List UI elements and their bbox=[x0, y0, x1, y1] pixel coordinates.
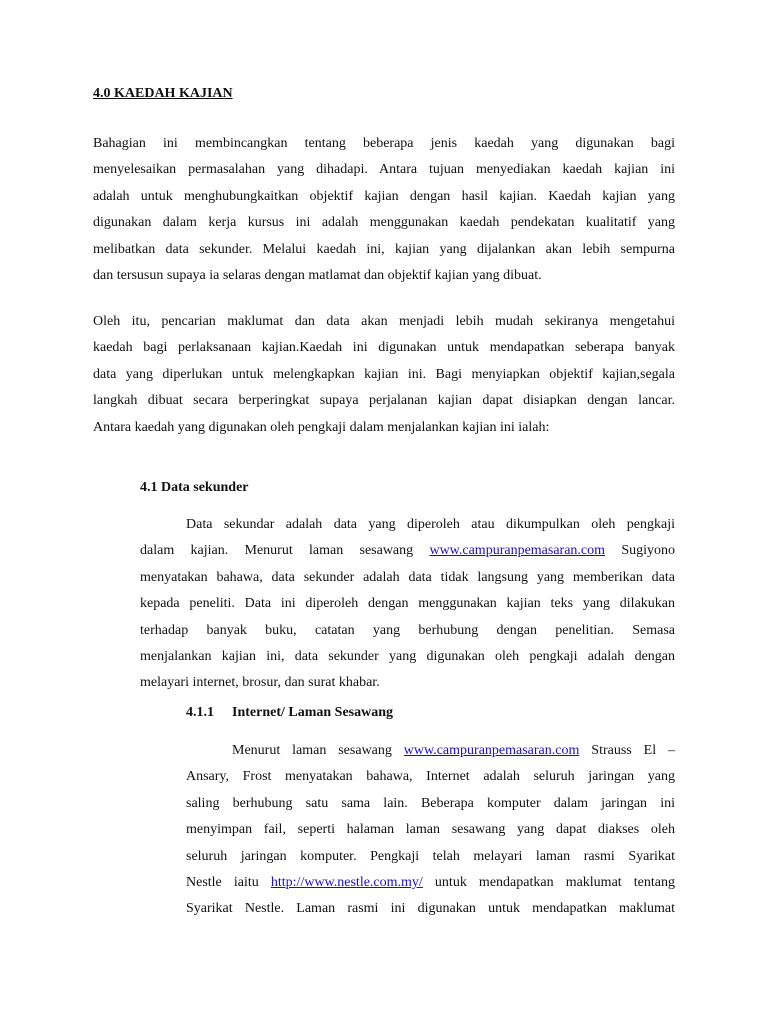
paragraph-line: menjalankan kajian ini, data sekunder yang digunakan oleh pengkaji adalah dengan bbox=[140, 648, 675, 664]
paragraph-line: Antara kaedah yang digunakan oleh pengkaji dalam menjalankan kajian ini ialah: bbox=[93, 419, 550, 435]
paragraph-line: terhadap banyak buku, catatan yang berhubung dengan penelitian. Semasa bbox=[140, 622, 675, 638]
paragraph-line: seluruh jaringan komputer. Pengkaji telah melayari laman rasmi Syarikat bbox=[186, 848, 675, 864]
paragraph-line: kaedah bagi perlaksanaan kajian.Kaedah ini digunakan untuk mendapatkan seberapa banyak bbox=[93, 340, 675, 356]
subsubsection-number: 4.1.1 bbox=[186, 705, 214, 720]
line-text: Menurut laman sesawang bbox=[232, 743, 404, 758]
campuranpemasaran-link[interactable]: www.campuranpemasaran.com bbox=[403, 743, 580, 758]
paragraph-line: menyimpan fail, seperti halaman laman sesawang yang dapat diakses oleh bbox=[186, 822, 675, 838]
paragraph-intro bbox=[93, 131, 675, 289]
section-heading: 4.0 KAEDAH KAJIAN bbox=[93, 86, 233, 101]
subsection-heading: 4.1 Data sekunder bbox=[140, 480, 249, 495]
paragraph-line: Oleh itu, pencarian maklumat dan data akan menjadi lebih mudah sekiranya mengetahui bbox=[93, 314, 675, 329]
subsubsection-heading bbox=[186, 705, 393, 721]
paragraph-line: Data sekundar adalah data yang diperoleh atau dikumpulkan oleh pengkaji bbox=[186, 517, 675, 532]
paragraph-line: dan tersusun supaya ia selaras dengan matlamat dan objektif kajian yang dibuat. bbox=[93, 267, 542, 283]
paragraph-line: langkah dibuat secara berperingkat supaya perjalanan kajian dapat disiapkan dengan lancar. bbox=[93, 393, 675, 409]
line-text: dalam kajian. Menurut laman sesawang bbox=[140, 543, 430, 559]
paragraph-line: melibatkan data sekunder. Melalui kaedah ini, kajian yang dijalankan akan lebih sempurna bbox=[93, 241, 675, 257]
campuranpemasaran-link[interactable]: www.campuranpemasaran.com bbox=[429, 543, 606, 559]
paragraph-secondary-data bbox=[140, 512, 675, 697]
paragraph-line: Ansary, Frost menyatakan bahawa, Internet adalah seluruh jaringan yang bbox=[186, 769, 675, 785]
paragraph-line: menyelesaikan permasalahan yang dihadapi. Antara tujuan menyediakan kaedah kajian ini bbox=[93, 162, 675, 178]
paragraph-internet bbox=[186, 738, 675, 923]
subsubsection-title: Internet/ Laman Sesawang bbox=[232, 705, 394, 720]
paragraph-methods bbox=[93, 309, 675, 441]
paragraph-line bbox=[186, 870, 675, 896]
paragraph-line: kepada peneliti. Data ini diperoleh dengan menggunakan kajian teks yang dilakukan bbox=[140, 596, 675, 612]
nestle-link[interactable]: http://www.nestle.com.my/ bbox=[270, 874, 423, 890]
paragraph-line: menyatakan bahawa, data sekunder adalah data tidak langsung yang memberikan data bbox=[140, 569, 675, 585]
paragraph-line: Bahagian ini membincangkan tentang beberapa jenis kaedah yang digunakan bagi bbox=[93, 136, 675, 151]
paragraph-line bbox=[140, 538, 675, 564]
line-text: Nestle iaitu bbox=[186, 874, 271, 890]
paragraph-line bbox=[186, 738, 675, 764]
paragraph-line: melayari internet, brosur, dan surat khabar. bbox=[140, 675, 380, 691]
line-text: Sugiyono bbox=[605, 543, 675, 559]
line-text: Strauss El – bbox=[579, 743, 675, 758]
paragraph-line: data yang diperlukan untuk melengkapkan kajian ini. Bagi menyiapkan objektif kajian,segala bbox=[93, 366, 675, 382]
paragraph-line: saling berhubung satu sama lain. Beberapa komputer dalam jaringan ini bbox=[186, 795, 675, 811]
paragraph-line: adalah untuk menghubungkaitkan objektif kajian dengan hasil kajian. Kaedah kajian yang bbox=[93, 188, 675, 204]
paragraph-line: Syarikat Nestle. Laman rasmi ini digunakan untuk mendapatkan maklumat bbox=[186, 901, 675, 917]
paragraph-line: digunakan dalam kerja kursus ini adalah menggunakan kaedah pendekatan kualitatif yang bbox=[93, 215, 675, 231]
line-text: untuk mendapatkan maklumat tentang bbox=[422, 874, 675, 890]
